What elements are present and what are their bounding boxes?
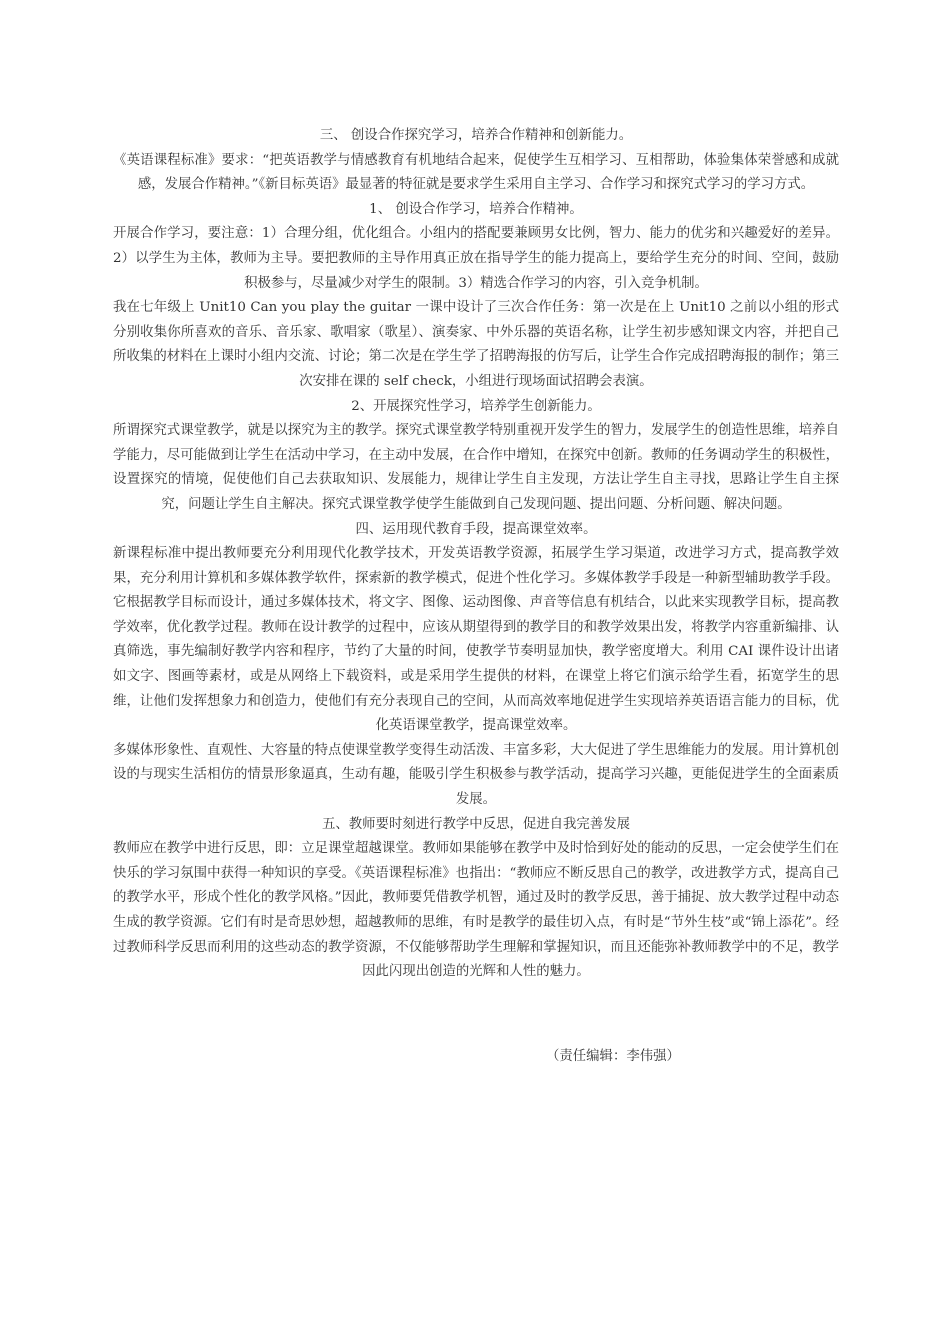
paragraph-multimedia: 多媒体形象性、直观性、大容量的特点使课堂教学变得生动活泼、丰富多彩，大大促进了学生思维能力的发展。用计算机创设的与现实生活相仿的情景形象逼真，生动有趣，能吸引学生积极参与教学活动，提高学习兴趣，更能促进学生的全面素质发展。 [113, 742, 839, 808]
article-body [113, 124, 839, 985]
paragraph-curriculum-standard: 《英语课程标准》要求：“把英语教学与情感教育有机地结合起来，促使学生互相学习、互相帮助，体验集体荣誉感和成就感，发展合作精神。”《新目标英语》最显著的特征就是要求学生采用自主学习、合作学习和探究式学习的学习方式。 [113, 152, 839, 193]
section-heading-3: 三、 创设合作探究学习，培养合作精神和创新能力。 [319, 128, 633, 143]
paragraph-modern-technology: 新课程标准中提出教师要充分利用现代化教学技术，开发英语教学资源，拓展学生学习渠道，改进学习方式，提高教学效果，充分利用计算机和多媒体教学软件，探索新的教学模式，促进个性化学习。多媒体教学手段是一种新型辅助教学手段。它根据教学目标而设计，通过多媒体技术，将文字、图像、运动图像、声音等信息有机结合，以此来实现教学目标，提高教学效率，优化教学过程。教师在设计教学的过程中，应该从期望得到的教学目的和教学效果出发，将教学内容重新编排、认真筛选，事先编制好教学内容和程序，节约了大量的时间，使教学节奏明显加快，教学密度增大。利用 CAI 课件设计出诸如文字、图画等素材，或是从网络上下载资料，或是采用学生提供的材料，在课堂上将它们演示给学生看，拓宽学生的思维，让他们发挥想象力和创造力，使他们有充分表现自己的空间，从而高效率地促进学生实现培养英语语言能力的目标，优化英语课堂教学，提高课堂效率。 [113, 546, 839, 734]
paragraph-cooperation-tips: 开展合作学习，要注意：1）合理分组，优化组合。小组内的搭配要兼顾男女比例，智力、能力的优劣和兴趣爱好的差异。2）以学生为主体，教师为主导。要把教师的主导作用真正放在指导学生的能力提高上，要给学生充分的时间、空间，鼓励积极参与，尽量减少对学生的限制。3）精选合作学习的内容，引入竞争机制。 [113, 226, 839, 291]
section-heading-4: 四、运用现代教育手段，提高课堂效率。 [355, 521, 597, 537]
section-heading-5: 五、教师要时刻进行教学中反思，促进自我完善发展 [322, 816, 630, 832]
editor-credit: （责任编辑：李伟强） [546, 1049, 680, 1064]
paragraph-unit10-example: 我在七年级上 Unit10 Can you play the guitar 一课中设计了三次合作任务：第一次是在上 Unit10 之前以小组的形式分别收集你所喜欢的音乐、音乐家、歌唱家（歌星）、演奏家、中外乐器的英语名称，让学生初步感知课文内容，并把自己所收集的材料在上课时小组内交流、讨论；第二次是在学生学了招聘海报的仿写后，让学生合作完成招聘海报的制作；第三次安排在课的 self check，小组进行现场面试招聘会表演。 [113, 300, 839, 389]
subheading-inquiry-learning: 2、开展探究性学习，培养学生创新能力。 [351, 398, 601, 414]
subheading-cooperative-learning: 1、 创设合作学习，培养合作精神。 [369, 201, 583, 217]
paragraph-reflection: 教师应在教学中进行反思，即：立足课堂超越课堂。教师如果能够在教学中及时恰到好处的能动的反思，一定会使学生们在快乐的学习氛围中获得一种知识的享受。《英语课程标准》也指出：“教师应不断反思自己的教学，改进教学方式，提高自己的教学水平，形成个性化的教学风格。”因此，教师要凭借教学机智，通过及时的教学反思，善于捕捉、放大教学过程中动态生成的教学资源。它们有时是奇思妙想，超越教师的思维，有时是教学的最佳切入点，有时是“节外生枝”或“锦上添花”。经过教师科学反思而利用的这些动态的教学资源，不仅能够帮助学生理解和掌握知识，而且还能弥补教师教学中的不足，教学因此闪现出创造的光辉和人性的魅力。 [113, 841, 839, 980]
paragraph-inquiry-teaching: 所谓探究式课堂教学，就是以探究为主的教学。探究式课堂教学特别重视开发学生的智力，发展学生的创造性思维，培养自学能力，尽可能做到让学生在活动中学习，在主动中发展，在合作中增知，在探究中创新。教师的任务调动学生的积极性，设置探究的情境，促使他们自己去获取知识、发展能力，规律让学生自主发现，方法让学生自主寻找，思路让学生自主探究，问题让学生自主解决。探究式课堂教学使学生能做到自己发现问题、提出问题、分析问题、解决问题。 [113, 423, 839, 512]
